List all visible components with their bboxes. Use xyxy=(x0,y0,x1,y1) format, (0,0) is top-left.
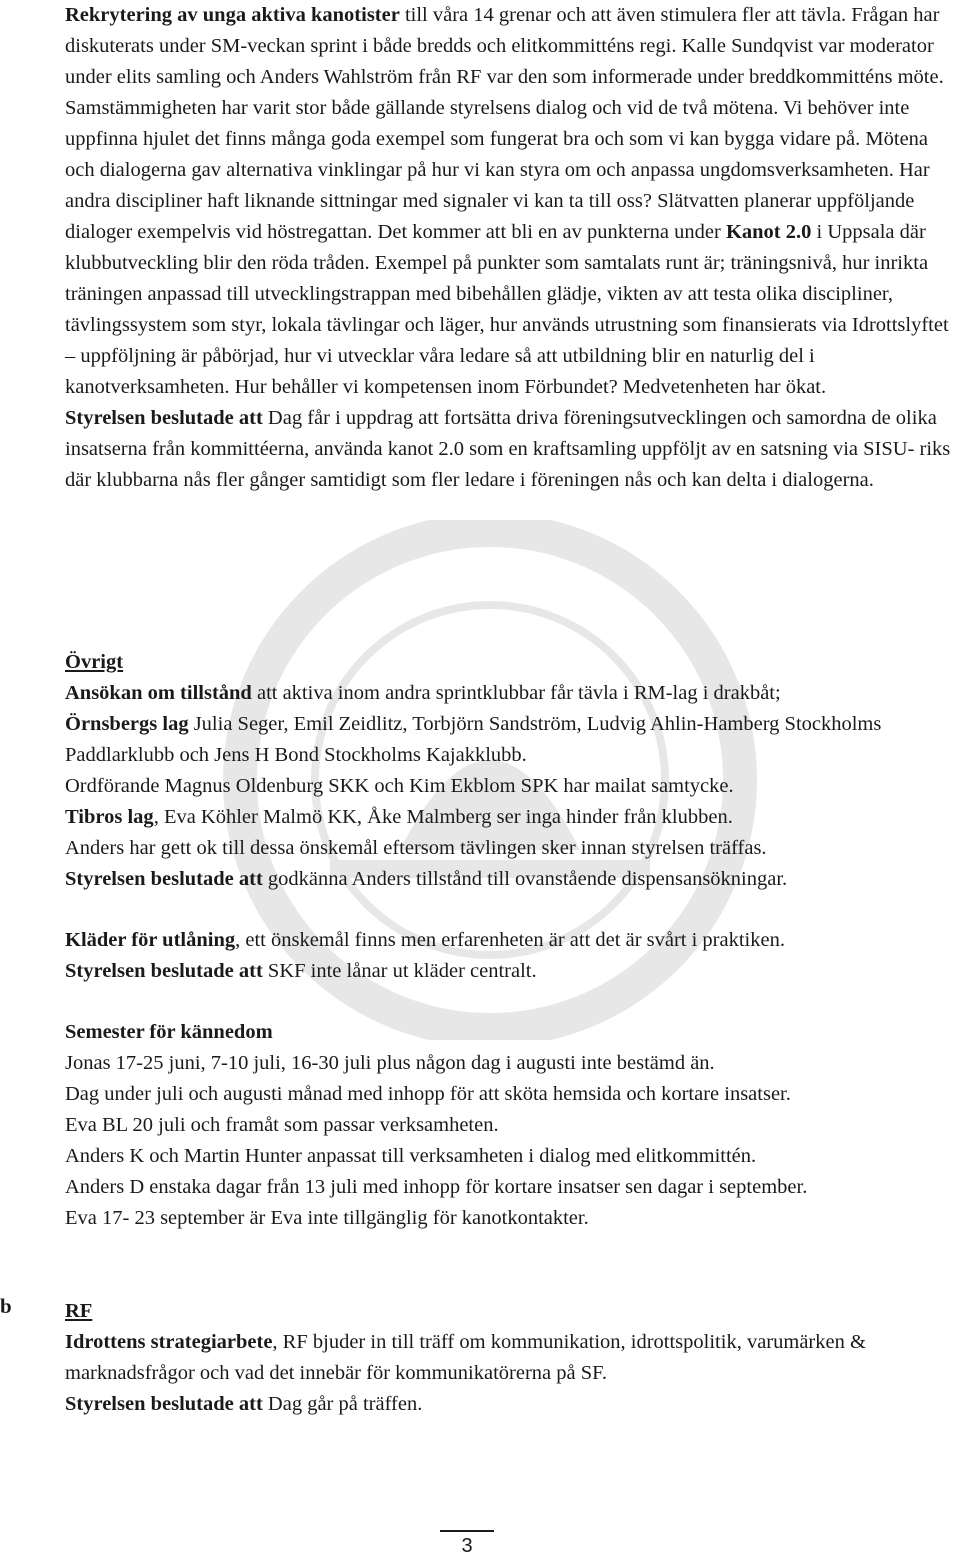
decision-text: SKF inte lånar ut kläder centralt. xyxy=(262,960,537,982)
vacation-line: Anders D enstaka dagar från 13 juli med inhopp för kortare insatser sen dagar i september. xyxy=(65,1176,808,1198)
decision-text: godkänna Anders tillstånd till ovanstående dispensansökningar. xyxy=(262,868,788,890)
kanot-2-0-bold: Kanot 2.0 xyxy=(725,221,812,243)
section-clothes xyxy=(65,925,955,987)
decision-label: Styrelsen beslutade att xyxy=(65,960,263,982)
clothes-label: Kläder för utlåning xyxy=(65,929,236,951)
strategy-label: Idrottens strategiarbete xyxy=(65,1331,273,1353)
page-number: 3 xyxy=(461,1535,473,1557)
item-letter: b xyxy=(0,1294,12,1318)
vacation-heading: Semester för kännedom xyxy=(65,1021,273,1043)
vacation-line: Eva 17- 23 september är Eva inte tillgänglig för kanotkontakter. xyxy=(65,1207,589,1229)
decision-label: Styrelsen beslutade att xyxy=(65,407,263,429)
vacation-line: Jonas 17-25 juni, 7-10 juli, 16-30 juli plus någon dag i augusti inte bestämd än. xyxy=(65,1052,715,1074)
recruitment-heading: Rekrytering av unga aktiva kanotister xyxy=(65,4,400,26)
decision-text: Dag får i uppdrag att fortsätta driva föreningsutvecklingen och samordna de olika insatserna från kommittéerna, använda kanot 2.0 som en kraftsamling uppföljt av en satsning via SISU- riks där klubbarna nås fler gånger samtidigt som fler ledare i föreningen nås och kan delta i dialogerna. xyxy=(65,407,951,491)
decision-text: Dag går på träffen. xyxy=(262,1393,423,1415)
application-label: Ansökan om tillstånd xyxy=(65,682,252,704)
paragraph-recruitment xyxy=(65,0,955,496)
recruitment-text-1: till våra 14 grenar och att även stimulera fler att tävla. Frågan har diskuterats under SM-veckan sprint i både bredds och elitkommitténs regi. Kalle Sundqvist var moderator under elits samling och Anders Wahlström från RF var den som informerade under breddkommitténs möte. Samstämmigheten har varit stor både gällande styrelsens dialog och vid de två mötena. Vi behöver inte uppfinna hjulet det finns många goda exempel som fungerat bra och som vi kan bygga vidare på. Mötena och dialogerna gav alternativa vinklingar på hur vi kan styra om och anpassa ungdomsverksamheten. Har andra discipliner haft liknande sittningar med signaler vi kan ta till oss? Slätvatten planerar uppföljande dialoger exempelvis vid höstregattan. Det kommer att bli en av punkterna under xyxy=(65,4,944,243)
section-vacation xyxy=(65,1017,955,1234)
rf-heading: RF xyxy=(65,1300,93,1322)
ornsbergs-text: Julia Seger, Emil Zeidlitz, Torbjörn Sandström, Ludvig Ahlin-Hamberg Stockholms Paddlarklubb och Jens H Bond Stockholms Kajakklubb. xyxy=(65,713,882,766)
decision-label: Styrelsen beslutade att xyxy=(65,868,263,890)
application-text: att aktiva inom andra sprintklubbar får tävla i RM-lag i drakbåt; xyxy=(251,682,781,704)
vacation-line: Dag under juli och augusti månad med inhopp för att sköta hemsida och kortare insatser. xyxy=(65,1083,791,1105)
chair-consent-text: Ordförande Magnus Oldenburg SKK och Kim Ekblom SPK har mailat samtycke. xyxy=(65,775,734,797)
decision-label: Styrelsen beslutade att xyxy=(65,1393,263,1415)
ovrigt-heading: Övrigt xyxy=(65,651,124,673)
ornsbergs-label: Örnsbergs lag xyxy=(65,713,189,735)
anders-ok-text: Anders har gett ok till dessa önskemål eftersom tävlingen sker innan styrelsen träffas. xyxy=(65,837,767,859)
recruitment-text-2: i Uppsala där klubbutveckling blir den röda tråden. Exempel på punkter som samtalats runt är; träningsnivå, hur inrikta träningen anpassad till utvecklingstrappan med bibehållen glädje, vikten av att testa olika discipliner, tävlingssystem som styr, lokala tävlingar och läger, hur används utrustning som finansierats via Idrottslyftet – uppföljning är påbörjad, hur vi utvecklar våra ledare så att utbildning blir en naturlig del i kanotverksamheten. Hur behåller vi kompetensen inom Förbundet? Medvetenheten har ökat. xyxy=(65,221,949,398)
vacation-line: Eva BL 20 juli och framåt som passar verksamheten. xyxy=(65,1114,499,1136)
tibros-text: , Eva Köhler Malmö KK, Åke Malmberg ser inga hinder från klubben. xyxy=(153,806,733,828)
clothes-text: , ett önskemål finns men erfarenheten är att det är svårt i praktiken. xyxy=(235,929,785,951)
strategy-text: , RF bjuder in till träff om kommunikation, idrottspolitik, varumärken & marknadsfrågor och vad det innebär för kommunikatörerna på SF. xyxy=(65,1331,866,1384)
section-rf xyxy=(65,1296,955,1420)
section-ovrigt xyxy=(65,647,955,895)
tibros-label: Tibros lag xyxy=(65,806,154,828)
page-number-rule xyxy=(440,1530,494,1532)
vacation-line: Anders K och Martin Hunter anpassat till verksamheten i dialog med elitkommittén. xyxy=(65,1145,757,1167)
